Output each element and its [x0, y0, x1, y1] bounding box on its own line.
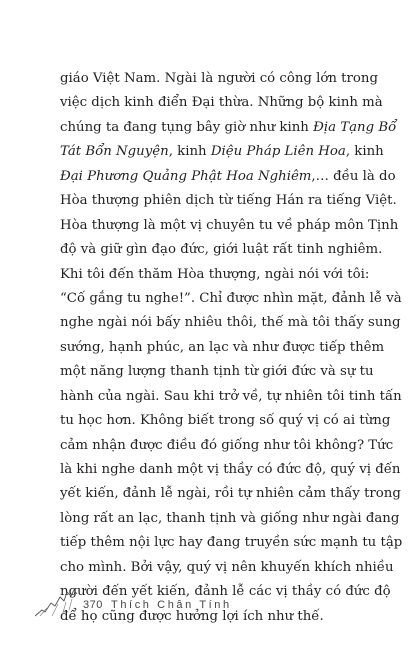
text-segment: tu học hơn. Không biết trong số quý vị có ai từng	[60, 413, 391, 429]
italic-title: Diệu Pháp Liên Hoa	[210, 144, 346, 160]
text-segment: để họ cũng được hưởng lợi ích như thế.	[60, 608, 324, 624]
italic-title: Tát Bổn Nguyện	[60, 144, 169, 160]
text-segment: , kinh	[168, 144, 211, 160]
text-segment: “Cố gắng tu nghe!”. Chỉ được nhìn mặt, đảnh lễ và	[60, 290, 402, 306]
text-segment: sướng, hạnh phúc, an lạc và như được tiếp thêm	[60, 339, 385, 355]
text-segment: Hòa thượng là một vị chuyên tu về pháp môn Tịnh	[60, 217, 399, 233]
text-segment: chúng ta đang tụng bây giờ như kinh	[60, 119, 314, 135]
text-segment: , kinh	[345, 144, 384, 160]
author-name: Thích Chân Tính	[111, 599, 232, 611]
italic-title: Đại Phương Quảng Phật Hoa Nghiêm	[60, 168, 312, 184]
text-segment: hành của ngài. Sau khi trở về, tự nhiên tôi tinh tấn	[60, 388, 402, 404]
text-line	[60, 140, 384, 164]
text-segment: Hòa thượng phiên dịch từ tiếng Hán ra tiếng Việt.	[60, 193, 397, 209]
text-line	[60, 263, 370, 287]
text-line	[60, 91, 383, 115]
text-line	[60, 434, 394, 458]
text-line	[60, 214, 399, 238]
text-line	[60, 238, 383, 262]
text-line	[60, 507, 400, 531]
text-segment: lòng rất an lạc, thanh tịnh và giống như ngài đang	[60, 510, 400, 526]
text-segment: cho mình. Bởi vậy, quý vị nên khuyến khích nhiều	[60, 559, 394, 575]
text-segment: nghe ngài nói bấy nhiêu thôi, thế mà tôi thấy sung	[60, 315, 401, 331]
text-line	[60, 458, 401, 482]
italic-title: Địa Tạng Bổ	[313, 119, 397, 135]
text-line	[60, 360, 374, 384]
text-line	[60, 165, 396, 189]
text-line	[60, 482, 401, 506]
text-line	[60, 385, 402, 409]
text-segment: độ và giữ gìn đạo đức, giới luật rất tinh nghiêm.	[60, 242, 383, 258]
text-line	[60, 116, 397, 140]
text-line	[60, 311, 401, 335]
page-number: 370	[83, 599, 103, 611]
text-line	[60, 287, 402, 311]
text-segment: tiếp thêm nội lực hay đang truyền sức mạnh tu tập	[60, 535, 403, 551]
text-segment: việc dịch kinh điển Đại thừa. Những bộ kinh mà	[60, 95, 383, 111]
text-segment: giáo Việt Nam. Ngài là người có công lớn trong	[60, 71, 378, 86]
text-line	[60, 336, 385, 360]
text-segment: Khi tôi đến thăm Hòa thượng, ngài nói với tôi:	[60, 266, 370, 282]
text-segment: một năng lượng thanh tịnh từ giới đức và sự tu	[60, 364, 374, 380]
text-segment: người đến yết kiến, đảnh lễ các vị thầy có đức độ	[60, 584, 391, 600]
text-segment: yết kiến, đảnh lễ ngài, rồi tự nhiên cảm thấy trong	[60, 486, 401, 502]
text-line	[60, 189, 397, 213]
text-line	[60, 67, 378, 91]
text-line	[60, 531, 403, 555]
text-line	[60, 409, 391, 433]
text-segment: ,… đều là do	[311, 168, 396, 184]
body-text	[60, 67, 403, 629]
text-segment: là khi nghe danh một vị thầy có đức độ, quý vị đến	[60, 462, 401, 477]
text-segment: cảm nhận được điều đó giống như tôi không? Tức	[60, 437, 394, 453]
mountain-icon	[34, 575, 84, 620]
page-footer	[34, 575, 234, 625]
